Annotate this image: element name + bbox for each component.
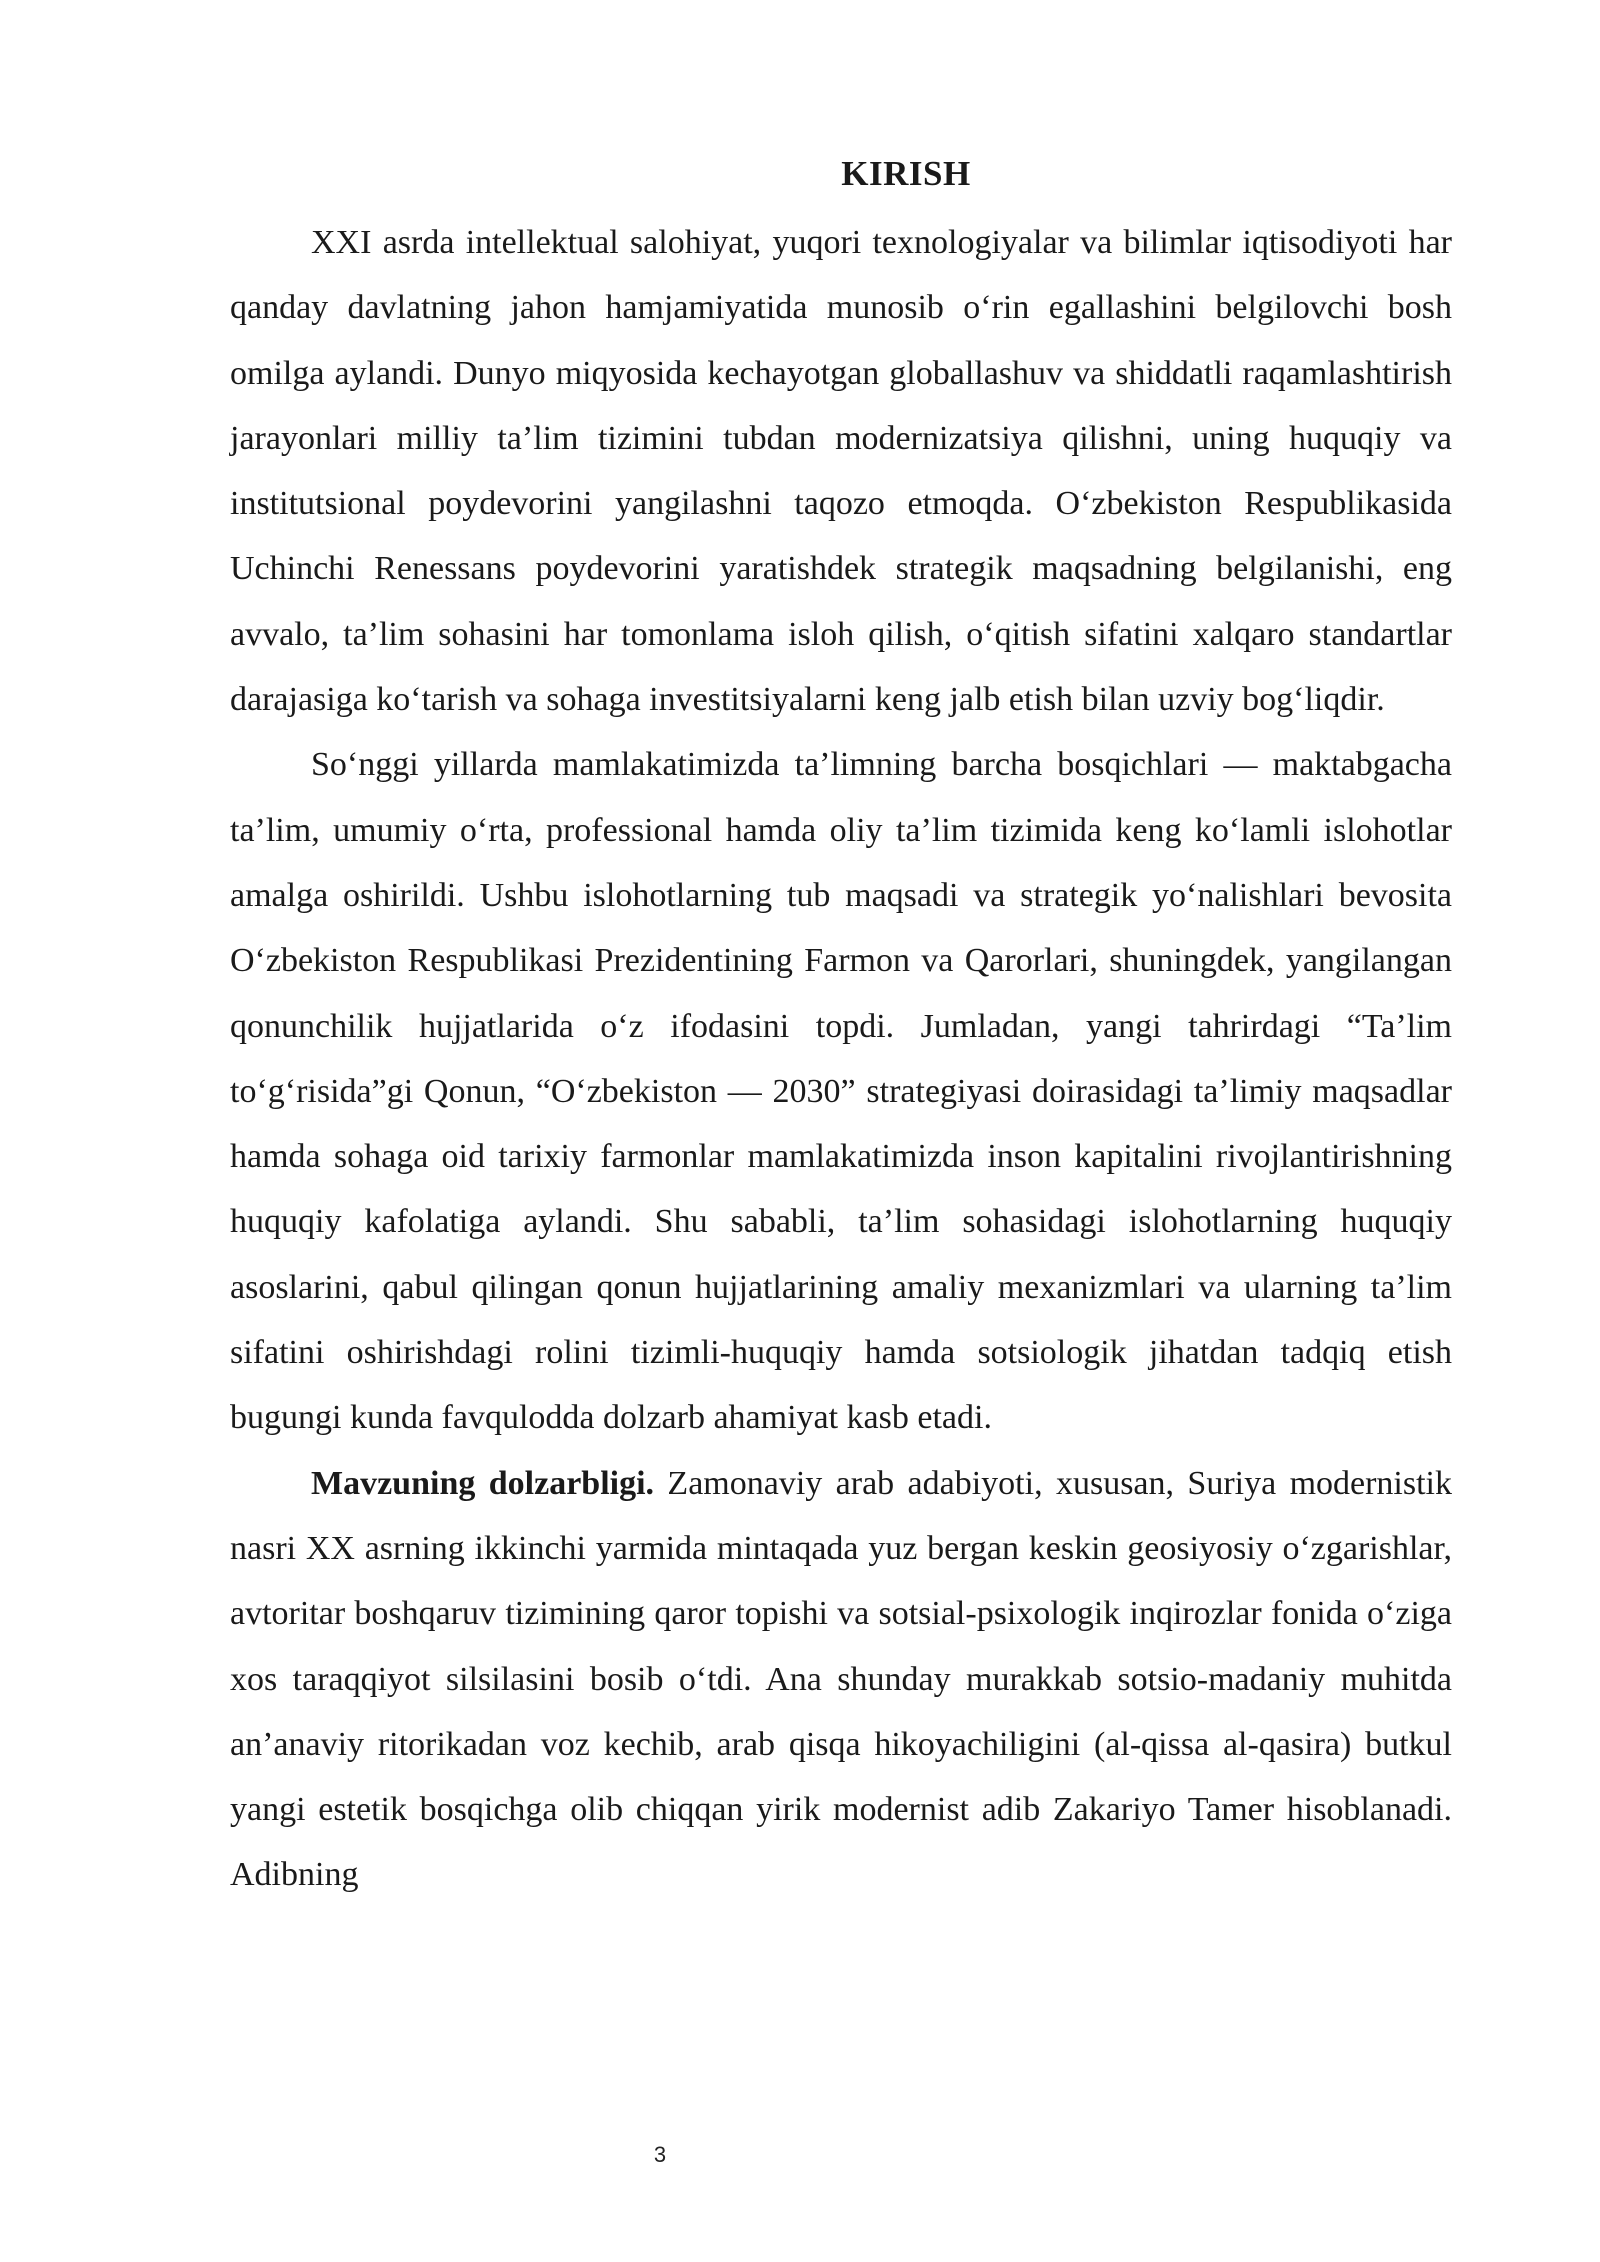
paragraph-text: So‘nggi yillarda mamlakatimizda ta’limning barcha bosqichlari — maktabgacha ta’lim, umumiy o‘rta, professional hamda oliy ta’lim tizimida keng ko‘lamli islohotlar amalga oshirildi. Ushbu islohotlarning tub maqsadi va strategik yo‘nalishlari bevosita O‘zbekiston Respublikasi Prezidentining Farmon va Qarorlari, shuningdek, yangilangan qonunchilik hujjatlarida o‘z ifodasini topdi. Jumladan, yangi tahrirdagi “Ta’lim to‘g‘risida”gi Qonun, “O‘zbekiston — 2030” strategiyasi doirasidagi ta’limiy maqsadlar hamda sohaga oid tarixiy farmonlar mamlakatimizda inson kapitalini rivojlantirishning huquqiy kafolatiga aylandi. Shu sababli, ta’lim sohasidagi islohotlarning huquqiy asoslarini, qabul qilingan qonun hujjatlarining amaliy mexanizmlari va ularning ta’lim sifatini oshirishdagi rolini tizimli-huquqiy hamda sotsiologik jihatdan tadqiq etish bugungi kunda favqulodda dolzarb ahamiyat kasb etadi.	[230, 746, 1452, 1437]
paragraph-intro	[230, 210, 1452, 732]
paragraph-reforms	[230, 732, 1452, 1450]
paragraph-lead: Mavzuning dolzarbligi.	[311, 1464, 655, 1502]
paragraph-text: XXI asrda intellektual salohiyat, yuqori texnologiyalar va bilimlar iqtisodiyoti har qanday davlatning jahon hamjamiyatida munosib o‘rin egallashini belgilovchi bosh omilga aylandi. Dunyo miqyosida kechayotgan globallashuv va shiddatli raqamlashtirish jarayonlari milliy ta’lim tizimini tubdan modernizatsiya qilishni, uning huquqiy va institutsional poydevorini yangilashni taqozo etmoqda. O‘zbekiston Respublikasida Uchinchi Renessans poydevorini yaratishdek strategik maqsadning belgilanishi, eng avvalo, ta’lim sohasini har tomonlama isloh qilish, o‘qitish sifatini xalqaro standartlar darajasiga ko‘tarish va sohaga investitsiyalarni keng jalb etish bilan uzviy bog‘liqdir.	[230, 224, 1452, 719]
paragraph-text: Zamonaviy arab adabiyoti, xususan, Suriya modernistik nasri XX asrning ikkinchi yarmida mintaqada yuz bergan keskin geosiyosiy o‘zgarishlar, avtoritar boshqaruv tizimining qaror topishi va sotsial-psixologik inqirozlar fonida o‘ziga xos taraqqiyot silsilasini bosib o‘tdi. Ana shunday murakkab sotsio-madaniy muhitda an’anaviy ritorikadan voz kechib, arab qisqa hikoyachiligini (al-qissa al-qasira) butkul yangi estetik bosqichga olib chiqqan yirik modernist adib Zakariyo Tamer hisoblanadi. Adibning	[230, 1464, 1452, 1894]
paragraph-relevance	[230, 1451, 1452, 1908]
page-number: 3	[653, 2142, 667, 2167]
page-content	[230, 148, 1452, 1908]
page-title: KIRISH	[841, 154, 971, 193]
